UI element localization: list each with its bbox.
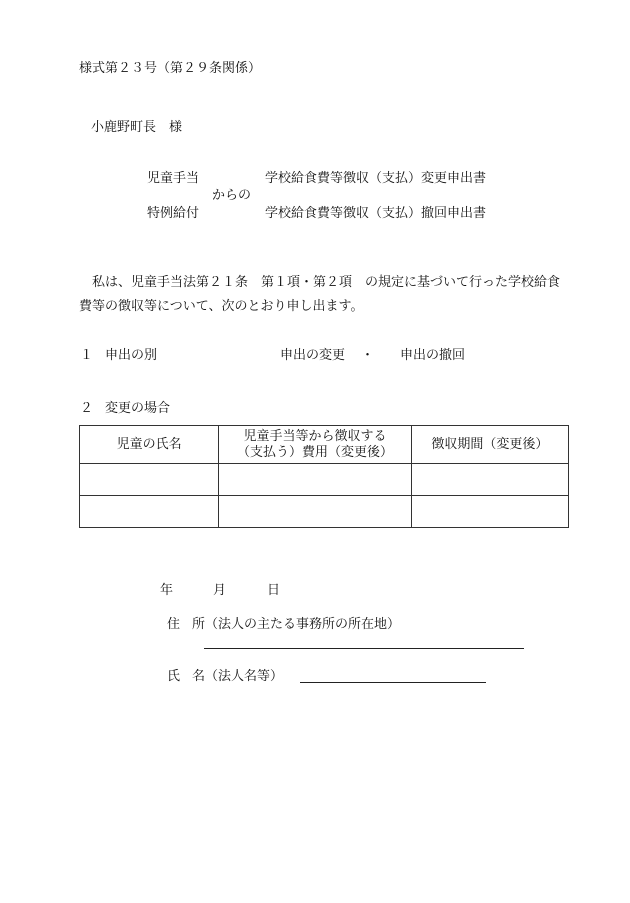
- name-input-line[interactable]: [300, 682, 486, 683]
- form-number: 様式第２３号（第２９条関係）: [79, 61, 262, 76]
- table-row: [80, 464, 569, 496]
- table-row: [80, 496, 569, 528]
- name-note: （法人名等）: [205, 669, 284, 684]
- name-label-a: 氏: [167, 669, 181, 684]
- title-left-bottom: 特例給付: [147, 206, 200, 221]
- cell-cost[interactable]: [219, 496, 411, 528]
- option-separator: ・: [361, 348, 375, 363]
- date-month: 月: [213, 583, 227, 598]
- date-year: 年: [160, 583, 174, 598]
- section-1-label: 申出の別: [105, 348, 158, 363]
- section-1-number: １: [80, 348, 94, 363]
- address-label-b: 所: [192, 617, 206, 632]
- cell-child-name[interactable]: [80, 496, 219, 528]
- body-text: [79, 271, 575, 319]
- cell-period[interactable]: [411, 464, 568, 496]
- name-label-b: 名: [192, 669, 206, 684]
- date-day: 日: [267, 583, 281, 598]
- header-period: 徴収期間（変更後）: [411, 426, 568, 464]
- section-2-number: ２: [80, 401, 94, 416]
- header-cost: [219, 426, 411, 464]
- title-middle: からの: [212, 188, 252, 203]
- cell-period[interactable]: [411, 496, 568, 528]
- section-2-label: 変更の場合: [105, 401, 171, 416]
- title-right-bottom: 学校給食費等徴収（支払）撤回申出書: [265, 206, 487, 221]
- table-header-row: [80, 426, 569, 464]
- header-child-name: 児童の氏名: [80, 426, 219, 464]
- body-line-2: 費等の徴収等について、次のとおり申し出ます。: [79, 299, 364, 314]
- address-note: （法人の主たる事務所の所在地）: [205, 617, 401, 632]
- address-label-a: 住: [167, 617, 181, 632]
- change-table: [79, 425, 569, 528]
- option-change[interactable]: 申出の変更: [280, 348, 346, 363]
- title-right-top: 学校給食費等徴収（支払）変更申出書: [265, 171, 487, 186]
- address-input-line[interactable]: [204, 648, 524, 649]
- addressee: 小鹿野町長 様: [91, 120, 183, 135]
- title-left-top: 児童手当: [147, 171, 200, 186]
- option-withdraw[interactable]: 申出の撤回: [400, 348, 466, 363]
- body-line-1: 私は、児童手当法第２１条 第１項・第２項 の規定に基づいて行った学校給食: [92, 275, 561, 290]
- header-cost-line-2: （支払う）費用（変更後）: [236, 444, 393, 460]
- cell-child-name[interactable]: [80, 464, 219, 496]
- cell-cost[interactable]: [219, 464, 411, 496]
- header-cost-line-1: 児童手当等から徴収する: [243, 428, 387, 444]
